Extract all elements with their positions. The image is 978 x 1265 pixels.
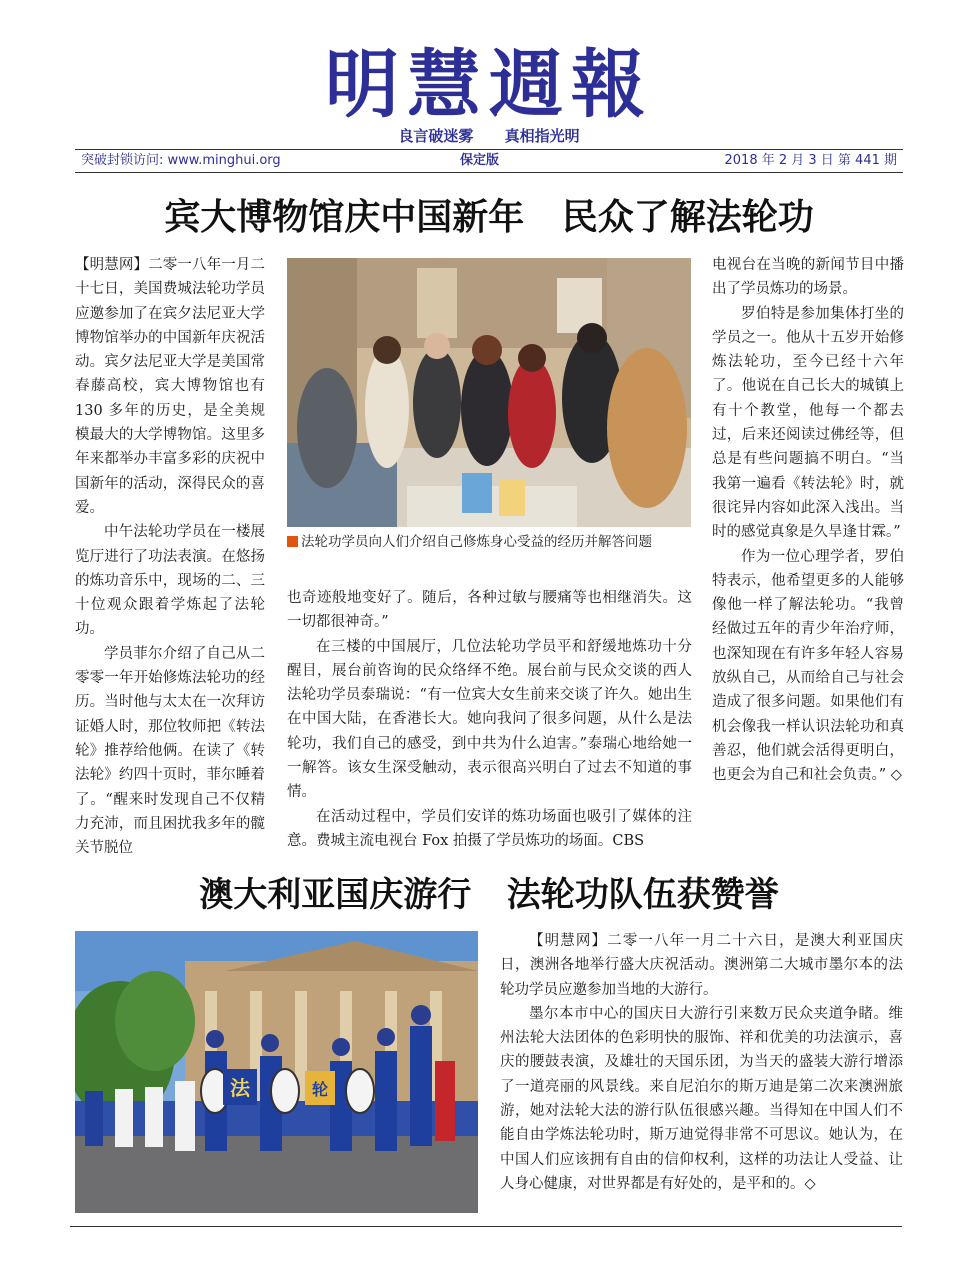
article1-column-3 (712, 253, 904, 833)
masthead-tagline: 良言破迷雾 真相指光明 (398, 127, 580, 145)
paragraph: 在三楼的中国展厅，几位法轮功学员平和舒缓地炼功十分醒目，展台前咨询的民众络绎不绝。展台前与民众交谈的西人法轮功学员泰瑞说：“有一位宾大女生前来交谈了许久。她出生在中国大陆，在香港长大。她向我问了很多问题，从什么是法轮功，我们自己的感受，到中共为什么迫害。”泰瑞心地给她一一解答。该女生深受触动，表示很高兴明白了过去不知道的事情。 (287, 638, 692, 801)
paragraph: 【明慧网】二零一八年一月二十六日，是澳大利亚国庆日，澳洲各地举行盛大庆祝活动。澳洲第二大城市墨尔本的法轮功学员应邀参加当地的大游行。 (500, 933, 903, 998)
parade-photo (75, 931, 478, 1213)
paragraph: 在活动过程中，学员们安详的炼功场面也吸引了媒体的注意。费城主流电视台 Fox 拍摄了学员炼功的场面。CBS (287, 808, 692, 849)
paragraph: 也奇迹般地变好了。随后，各种过敏与腰痛等也相继消失。这一切都很神奇。” (287, 590, 692, 631)
drum-label: 法 (230, 1076, 250, 1100)
paragraph: 罗伯特是参加集体打坐的学员之一。他从十五岁开始修炼法轮功，至今已经十六年了。他说在自己长大的城镇上有十个教堂，他每一个都去过，后来还阅读过佛经等，但总是有些问题搞不明白。“当我第一遍看《转法轮》时，就很诧异内容如此深入浅出。当时的感觉真象是久旱逢甘霖。” (712, 305, 904, 541)
article1-middle-column (287, 586, 692, 856)
article1-column-1 (75, 253, 265, 857)
article2-text (500, 929, 903, 1219)
paragraph: 电视台在当晚的新闻节目中播出了学员炼功的场景。 (712, 257, 904, 298)
paragraph: 作为一位心理学者，罗伯特表示，他希望更多的人能够像他一样了解法轮功。“我曾经做过五年的青少年治疗师，也深知现在有许多年轻人容易放纵自己，从而给自己与社会造成了很多问题。如果他们有机会像我一样认识法轮功和真善忍，他们就会活得更明白，也更会为自己和社会负责。” ◇ (712, 548, 904, 784)
paragraph: 墨尔本市中心的国庆日大游行引来数万民众夹道争睹。维州法轮大法团体的色彩明快的服饰、祥和优美的功法演示，喜庆的腰鼓表演，及雄壮的天国乐团，为当天的盛装大游行增添了一道亮丽的风景线。来自尼泊尔的斯万迪是第二次来澳洲旅游，她对法轮大法的游行队伍很感兴趣。当得知在中国人们不能自由学炼法轮功时，斯万迪觉得非常不可思议。她认为，在中国人们应该拥有自由的信仰权利，这样的功法让人受益、让人身心健康，对世界都是有好处的，是平和的。◇ (500, 1005, 903, 1192)
paragraph: 【明慧网】二零一八年一月二十七日，美国费城法轮功学员应邀参加了在宾夕法尼亚大学博物馆举办的中国新年庆祝活动。宾夕法尼亚大学是美国常春藤高校，宾大博物馆也有 130 多年的历史，是全美规模最大的大学博物馆。这里多年来都举办丰富多彩的庆祝中国新年的活动，深得民众的喜爱。 (75, 257, 265, 516)
drum-label: 轮 (311, 1080, 329, 1099)
photo-caption (287, 531, 691, 579)
paragraph: 学员菲尔介绍了自己从二零零一年开始修炼法轮功的经历。当时他与太太在一次拜访证婚人时，那位牧师把《转法轮》推荐给他俩。在读了《转法轮》约四十页时，菲尔睡着了。“醒来时发现自己不仅精力充沛，而且困扰我多年的髋关节脱位 (75, 645, 265, 857)
info-bar (75, 149, 903, 173)
masthead-title: 明慧週報 (325, 42, 653, 128)
paragraph: 中午法轮功学员在一楼展览厅进行了功法表演。在悠扬的炼功音乐中，现场的二、三十位观众跟着学炼起了法轮功。 (75, 524, 265, 638)
museum-scene-illustration (287, 258, 691, 527)
article2-headline: 澳大利亚国庆游行 法轮功队伍获赞誉 (199, 875, 779, 915)
museum-photo (287, 258, 691, 527)
issue-date: 2018 年 2 月 3 日 第 441 期 (724, 153, 897, 168)
edition-label: 保定版 (460, 153, 500, 168)
access-link[interactable]: 突破封锁访问: www.minghui.org (81, 153, 281, 168)
caption-marker-icon (287, 536, 298, 547)
bottom-divider (70, 1226, 902, 1227)
parade-scene-illustration (75, 931, 478, 1213)
caption-text: 法轮功学员向人们介绍自己修炼身心受益的经历并解答问题 (301, 534, 652, 550)
article1-headline: 宾大博物馆庆中国新年 民众了解法轮功 (164, 196, 814, 238)
